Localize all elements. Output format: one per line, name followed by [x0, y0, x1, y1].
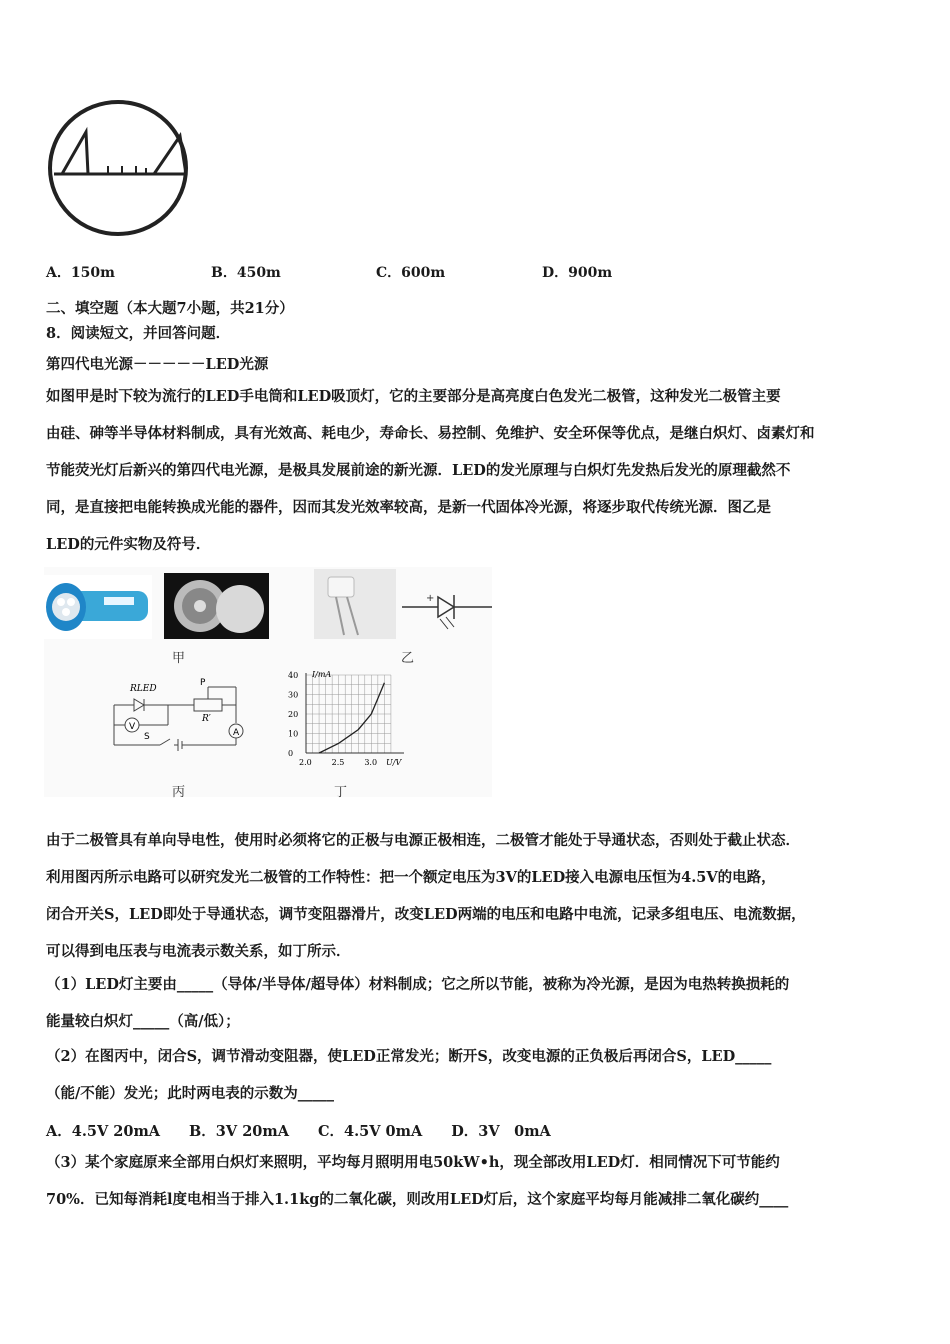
question-line: 70%．已知每消耗l度电相当于排入1.1kg的二氧化碳，则改用LED灯后，这个家庭平均每月能减排二氧化碳约____ — [46, 1191, 789, 1208]
paragraph-line: 利用图丙所示电路可以研究发光二极管的工作特性：把一个额定电压为3V的LED接入电源电压恒为4.5V的电路， — [46, 869, 776, 886]
y-tick-label: 20 — [288, 710, 299, 719]
paragraph-line: LED的元件实物及符号． — [46, 536, 211, 553]
article-title: 第四代电光源－－－－－LED光源 — [46, 356, 269, 373]
circuit-diagram — [104, 675, 254, 755]
q7-figure — [46, 98, 196, 240]
article-paragraph-1 — [46, 378, 916, 563]
y-tick-label: 30 — [288, 690, 299, 700]
y-tick-label: 10 — [288, 729, 299, 739]
figures-panel — [44, 567, 492, 800]
question-line: （1）LED灯主要由_____（导体/半导体/超导体）材料制成；它之所以节能，被称为冷光源，是因为电热转换损耗的 — [46, 976, 790, 993]
r-led-label: RLED — [130, 684, 157, 694]
paragraph-line: 如图甲是时下较为流行的LED手电筒和LED吸顶灯，它的主要部分是高亮度白色发光二极管，这种发光二极管主要 — [46, 388, 781, 405]
choice-b: B．450m — [211, 265, 281, 281]
paragraph-line: 同，是直接把电能转换成光能的器件，因而其发光效率较高，是新一代固体冷光源，将逐步取代传统光源．图乙是 — [46, 499, 771, 516]
question-line: （2）在图丙中，闭合S，调节滑动变阻器，使LED正常发光；断开S，改变电源的正负极后再闭合S，LED_____ — [46, 1048, 772, 1065]
r-prime-label: R′ — [202, 714, 211, 724]
led-photo — [314, 569, 396, 639]
y-tick-label: 0 — [288, 749, 294, 758]
switch-label: S — [144, 732, 150, 742]
article-paragraph-2 — [46, 822, 916, 970]
y-axis-label: I/mA — [312, 670, 332, 679]
label-jia: 甲 — [172, 651, 186, 666]
voltmeter-label: V — [129, 722, 136, 732]
question-line: 能量较白炽灯_____（高/低）； — [46, 1013, 240, 1030]
question-1 — [46, 966, 916, 1040]
choice-c: C．600m — [376, 265, 446, 281]
x-tick-label: 3.0 — [364, 758, 378, 767]
iv-chart — [282, 669, 412, 769]
question-2 — [46, 1038, 916, 1112]
ammeter-label: A — [233, 728, 240, 738]
plus-sign: + — [426, 593, 435, 604]
x-tick-label: 2.0 — [299, 758, 312, 767]
q2-choices: A．4.5V 20mA B．3V 20mA C．4.5V 0mA D．3V 0mA — [46, 1123, 551, 1140]
p-label: P — [200, 678, 206, 688]
section-title: 二、填空题（本大题7小题，共21分） — [46, 300, 294, 317]
choice-a: A．150m — [46, 265, 115, 281]
label-ding: 丁 — [334, 785, 348, 800]
q8-intro: 8．阅读短文，并回答问题． — [46, 325, 231, 342]
x-axis-label: U/V — [386, 758, 402, 767]
flashlight-photo — [44, 575, 152, 639]
label-bing: 丙 — [172, 785, 186, 800]
y-tick-label: 40 — [288, 671, 299, 680]
paragraph-line: 可以得到电压表与电流表示数关系，如丁所示． — [46, 943, 351, 960]
paragraph-line: 由于二极管具有单向导电性，使用时必须将它的正极与电源正极相连，二极管才能处于导通状态，否则处于截止状态． — [46, 832, 800, 849]
paragraph-line: 闭合开关S，LED即处于导通状态，调节变阻器滑片，改变LED两端的电压和电路中电流，记录多组电压、电流数据， — [46, 906, 806, 923]
question-line: （能/不能）发光；此时两电表的示数为_____ — [46, 1085, 335, 1102]
label-yi: 乙 — [401, 651, 415, 666]
led-symbol — [402, 585, 492, 635]
paragraph-line: 节能荧光灯后新兴的第四代电光源，是极具发展前途的新光源．LED的发光原理与白炽灯先发热后发光的原理截然不 — [46, 462, 791, 479]
ceiling-lamp-photo — [164, 573, 269, 639]
paragraph-line: 由硅、砷等半导体材料制成，具有光效高、耗电少，寿命长、易控制、免维护、安全环保等优点，是继白炽灯、卤素灯和 — [46, 425, 815, 442]
x-tick-label: 2.5 — [331, 758, 345, 767]
question-3 — [46, 1144, 916, 1218]
question-line: （3）某个家庭原来全部用白炽灯来照明，平均每月照明用电50kW•h，现全部改用LED灯．相同情况下可节能约 — [46, 1154, 780, 1171]
choice-d: D．900m — [542, 265, 613, 281]
